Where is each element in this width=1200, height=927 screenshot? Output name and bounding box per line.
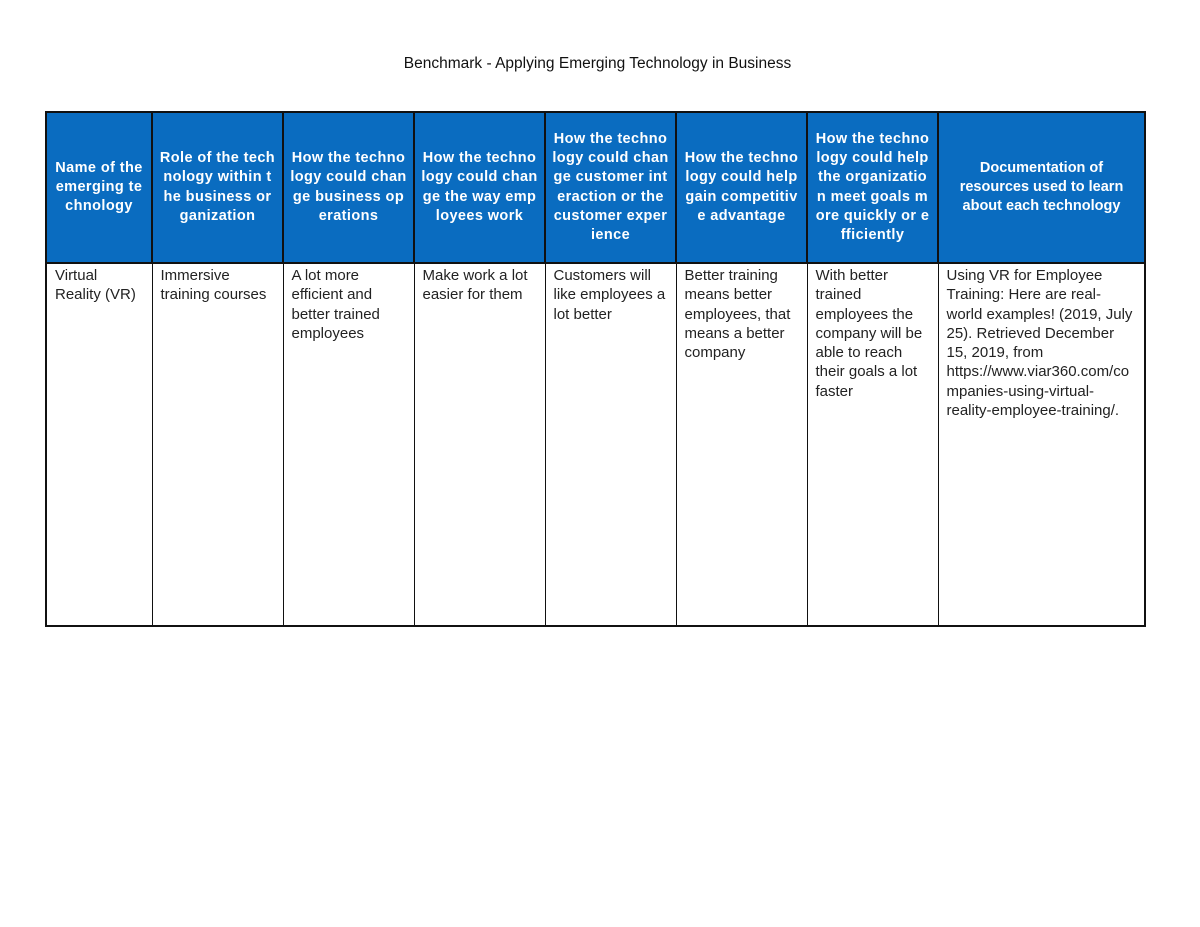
cell-text-competitive-advantage: Better training means better employees, that means a better company: [684, 267, 791, 362]
column-header-competitive-advantage: How the technology could help gain competitive advantage: [676, 112, 807, 263]
column-header-customer-experience: How the technology could change customer interaction or the customer experience: [545, 112, 676, 263]
table-cell: [414, 263, 545, 626]
table-cell: [46, 263, 152, 626]
column-header-goals: How the technology could help the organization meet goals more quickly or efficiently: [807, 112, 938, 263]
cell-text-business-operations: A lot more efficient and better trained employees: [291, 267, 380, 342]
cell-text-employee-work: Make work a lot easier for them: [422, 267, 528, 304]
column-header-role: Role of the technology within the business organization: [152, 112, 283, 263]
cell-text-documentation: Using VR for Employee Training: Here are real-world examples! (2019, July 25). Retrieved December 15, 2019, from https://www.viar360.com/companies-using-virtual-reality-employee-training/.: [946, 267, 1133, 420]
header-row: [46, 112, 1145, 263]
cell-text-name: Virtual Reality (VR): [55, 267, 136, 304]
table-cell: [152, 263, 283, 626]
table-row: [46, 263, 1145, 626]
cell-text-goals: With better trained employees the company will be able to reach their goals a lot faster: [815, 267, 923, 400]
column-header-name: Name of the emerging technology: [46, 112, 152, 263]
table-cell: [938, 263, 1145, 626]
cell-text-role: Immersive training courses: [160, 267, 267, 304]
document-title: Benchmark - Applying Emerging Technology in Business: [403, 55, 792, 72]
table-cell: [807, 263, 938, 626]
column-header-business-operations: How the technology could change business operations: [283, 112, 414, 263]
column-header-employee-work: How the technology could change the way employees work: [414, 112, 545, 263]
table-cell: [283, 263, 414, 626]
column-header-documentation: Documentation of resources used to learn about each technology: [938, 112, 1145, 263]
table-cell: [545, 263, 676, 626]
benchmark-table: [45, 111, 1146, 627]
cell-text-customer-experience: Customers will like employees a lot better: [553, 267, 666, 323]
table-cell: [676, 263, 807, 626]
